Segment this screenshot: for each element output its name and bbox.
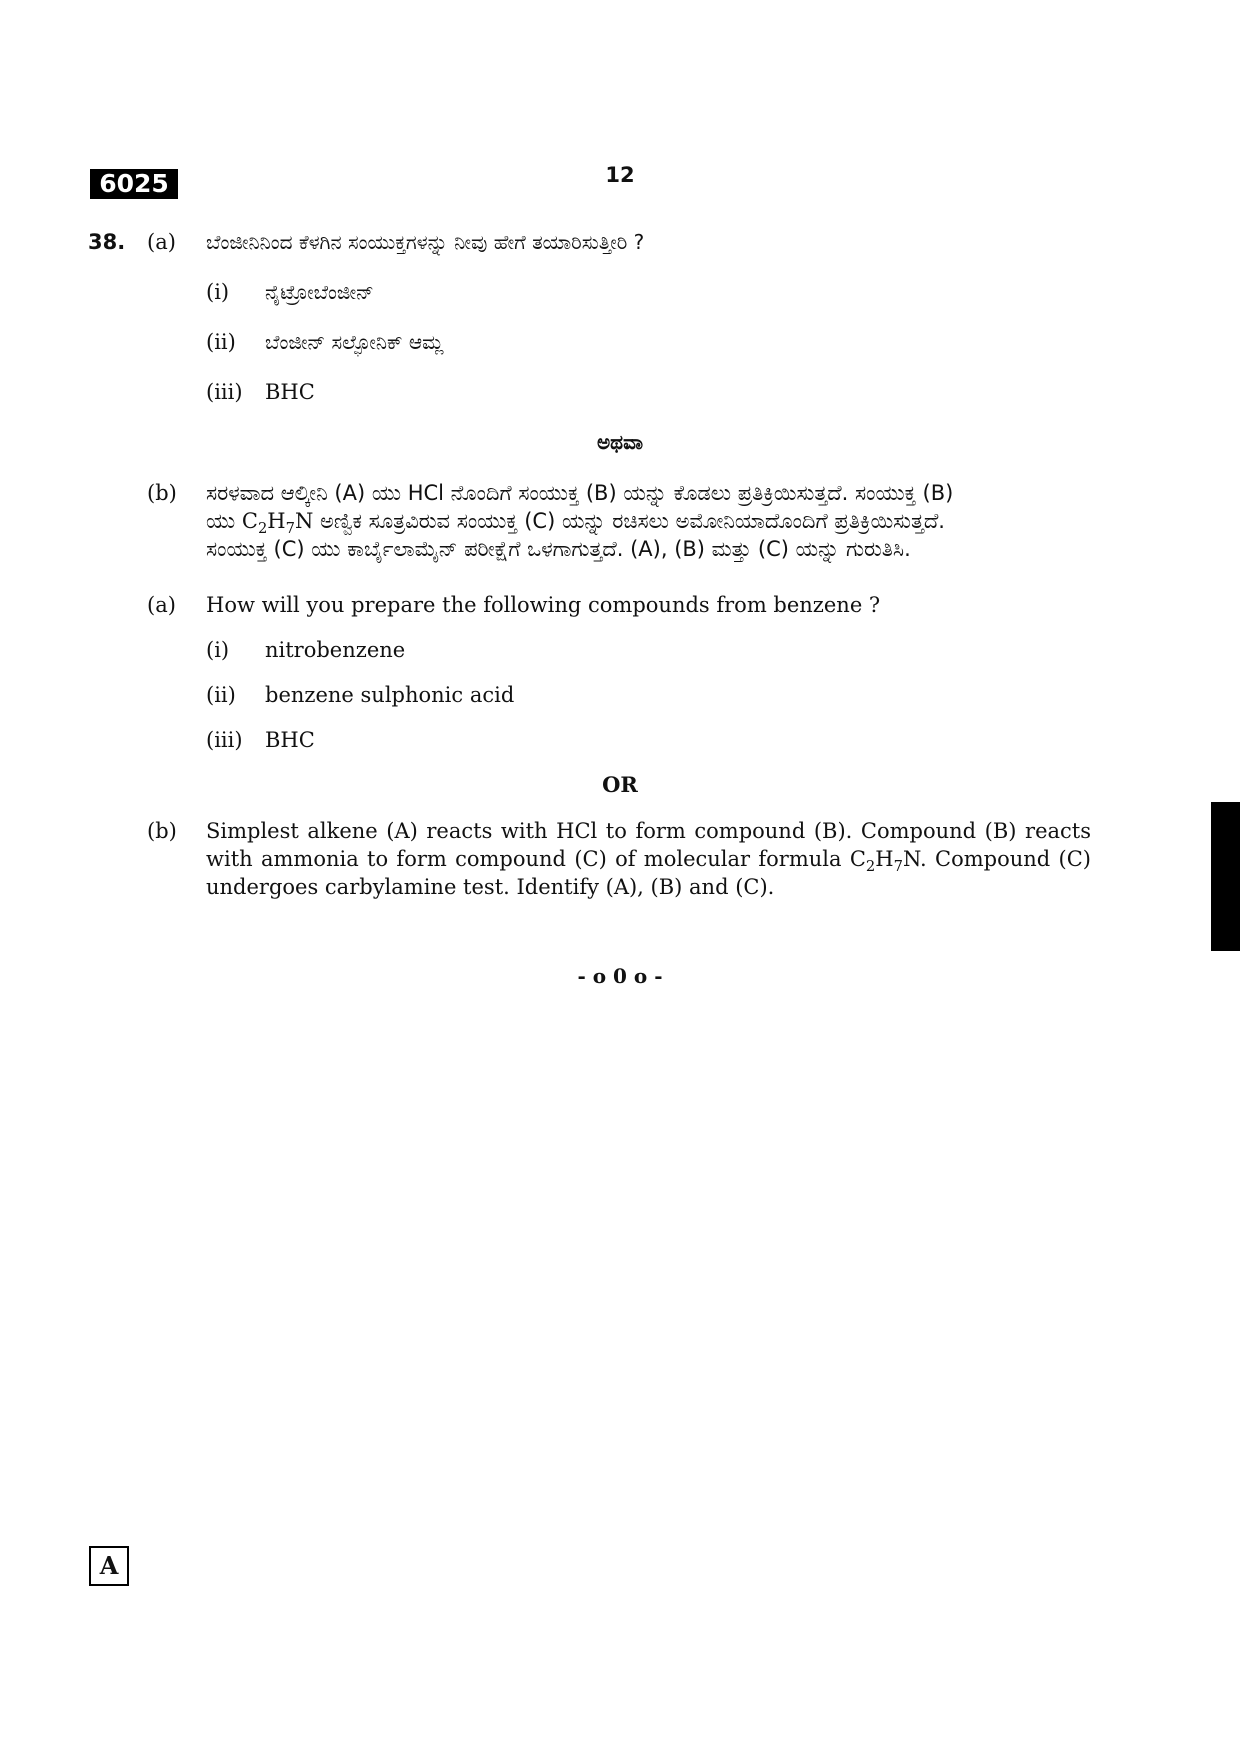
kn-formula: $C_2H_7N$ (241, 509, 314, 538)
en-item-text: BHC (265, 728, 315, 752)
page-number: 12 (605, 163, 635, 187)
kn-b-line2: ಯು $C_2H_7N$ ಅಣ್ವಿಕ ಸೂತ್ರವಿರುವ ಸಂಯುಕ್ತ (C) ಯನ್ನು ರಚಿಸಲು ಅಮೋನಿಯಾದೊಂದಿಗೆ ಪ್ರತಿಕ್ರಿಯಿಸುತ್ತದೆ. (206, 509, 945, 538)
en-formula: $C_2H_7N$. (849, 847, 927, 876)
en-item-text: benzene sulphonic acid (265, 683, 515, 707)
kn-or-heading: ಅಥವಾ (597, 430, 643, 454)
kn-item-label: (i) (206, 280, 230, 304)
question-number: 38. (88, 230, 126, 254)
en-a-label: (a) (147, 593, 176, 617)
en-b-part2: Compound (C) undergoes carbylamine test. Identify (A), (B) and (C). (206, 847, 1091, 899)
en-item-label: (i) (206, 638, 230, 662)
edge-tab-marker (1211, 802, 1240, 951)
en-b-part1: Simplest alkene (A) reacts with HCl to form compound (B). Compound (B) reacts with ammonia to form compound (C) of molecular formula (206, 819, 1091, 871)
kn-item-label: (iii) (206, 380, 243, 404)
version-letter-box: A (89, 1546, 129, 1586)
kn-item-text: ನೈಟ್ರೋಬೆಂಜೀನ್ (265, 280, 374, 304)
en-item-label: (iii) (206, 728, 243, 752)
kn-a-text: ಬೆಂಜೀನಿನಿಂದ ಕೆಳಗಿನ ಸಂಯುಕ್ತಗಳನ್ನು ನೀವು ಹೇಗೆ ತಯಾರಿಸುತ್ತೀರಿ ? (206, 230, 645, 254)
kn-item-label: (ii) (206, 330, 236, 354)
kn-item-text: ಬೆಂಜೀನ್ ಸಲ್ಫೋನಿಕ್ ಆಮ್ಲ (265, 330, 444, 354)
en-b-paragraph (206, 817, 1091, 901)
kn-b-line1: ಸರಳವಾದ ಆಲ್ಕೀನಿ (A) ಯು HCl ನೊಂದಿಗೆ ಸಂಯುಕ್ತ (B) ಯನ್ನು ಕೊಡಲು ಪ್ರತಿಕ್ರಿಯಿಸುತ್ತದೆ. ಸಂಯುಕ್ತ (B) (206, 481, 954, 505)
en-or-heading: OR (602, 772, 638, 797)
paper-code-badge: 6025 (90, 169, 178, 199)
kn-item-text: BHC (265, 380, 315, 404)
kn-b-paragraph (206, 479, 1091, 563)
en-b-label: (b) (147, 819, 177, 843)
kn-b-label: (b) (147, 481, 177, 505)
kn-b-line3: ಸಂಯುಕ್ತ (C) ಯು ಕಾರ್ಬೈಲಾಮೈನ್ ಪರೀಕ್ಷೆಗೆ ಒಳಗಾಗುತ್ತದೆ. (A), (B) ಮತ್ತು (C) ಯನ್ನು ಗುರುತಿಸಿ. (206, 537, 911, 561)
en-a-text: How will you prepare the following compounds from benzene ? (206, 593, 881, 617)
en-item-text: nitrobenzene (265, 638, 406, 662)
kn-a-label: (a) (147, 230, 176, 254)
end-marker: - o 0 o - (577, 964, 663, 988)
en-item-label: (ii) (206, 683, 236, 707)
